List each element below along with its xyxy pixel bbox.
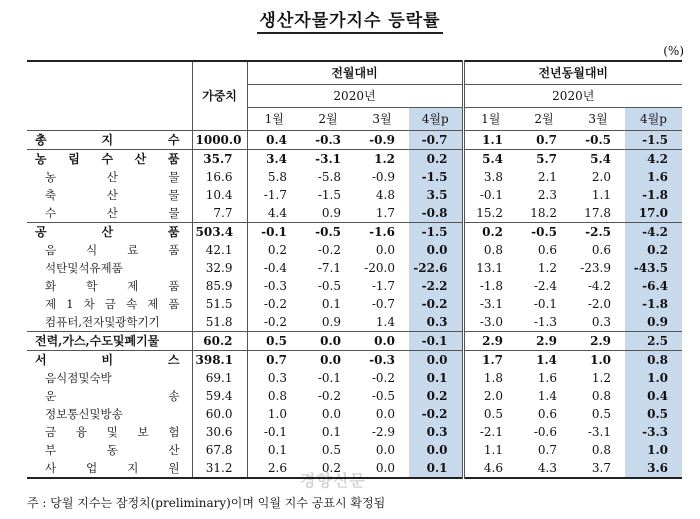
- row-value-yoy: 5.7: [517, 150, 571, 169]
- row-value-mom: -7.1: [317, 260, 341, 275]
- header-month: 3월: [372, 111, 392, 126]
- row-label: 컴퓨터,전자및광학기기: [27, 313, 192, 332]
- row-weight: 60.0: [192, 405, 247, 423]
- row-value-yoy: 0.7: [537, 442, 557, 457]
- row-value-mom: -0.7: [409, 131, 463, 150]
- row-value-mom: 0.0: [321, 406, 341, 421]
- row-value-mom: -0.1: [409, 332, 463, 351]
- row-value-mom: 1.2: [355, 150, 409, 169]
- row-label: 제 1 차 금 속 제 품: [27, 295, 192, 313]
- table-header: [27, 61, 682, 131]
- row-weight: 35.7: [192, 150, 247, 169]
- row-value-mom: -0.2: [263, 314, 287, 329]
- row-value-mom: -0.2: [409, 405, 463, 423]
- row-value-mom: -0.4: [263, 260, 287, 275]
- table-row: [27, 387, 682, 405]
- row-value-yoy: -6.4: [625, 277, 682, 295]
- row-value-yoy: 15.2: [463, 204, 517, 223]
- row-value-mom: 3.5: [409, 186, 463, 204]
- row-value-yoy: -43.5: [625, 259, 682, 277]
- watermark: 경향신문: [300, 471, 366, 490]
- row-value-yoy: 4.2: [625, 150, 682, 169]
- row-value-mom: -0.1: [263, 424, 287, 439]
- row-value-mom: 0.3: [267, 370, 287, 385]
- row-value-mom: 0.1: [321, 424, 341, 439]
- row-value-yoy: 0.3: [591, 314, 611, 329]
- header-month: 4월p: [409, 108, 463, 131]
- row-value-mom: 0.4: [247, 131, 301, 150]
- row-label: 공 산 품: [27, 223, 192, 242]
- row-value-mom: 0.0: [355, 459, 409, 478]
- row-value-mom: 0.0: [409, 441, 463, 459]
- table-row: [27, 332, 682, 351]
- table-row: [27, 168, 682, 186]
- row-value-yoy: 0.5: [625, 405, 682, 423]
- row-label: 수 산 물: [27, 204, 192, 223]
- row-value-yoy: 1.0: [625, 369, 682, 387]
- header-month: 1월: [264, 111, 284, 126]
- row-value-yoy: -1.3: [533, 314, 557, 329]
- row-value-yoy: 2.9: [517, 332, 571, 351]
- row-value-mom: -1.6: [355, 223, 409, 242]
- row-value-yoy: -3.1: [587, 424, 611, 439]
- row-value-mom: -0.2: [263, 296, 287, 311]
- row-value-yoy: 0.9: [625, 313, 682, 332]
- row-value-yoy: -3.1: [463, 295, 517, 313]
- row-value-yoy: 1.2: [591, 370, 611, 385]
- row-value-mom: -1.7: [371, 278, 395, 293]
- row-value-mom: 3.4: [247, 150, 301, 169]
- header-group-mom: 전월대비: [247, 61, 463, 85]
- row-weight: 51.8: [192, 313, 247, 332]
- row-value-mom: -5.8: [317, 169, 341, 184]
- row-value-mom: 0.7: [247, 351, 301, 370]
- row-value-mom: 4.8: [375, 187, 395, 202]
- row-value-yoy: 17.0: [625, 204, 682, 223]
- row-value-yoy: 3.6: [625, 459, 682, 478]
- row-value-yoy: 1.6: [625, 168, 682, 186]
- row-value-yoy: 13.1: [463, 259, 517, 277]
- row-weight: 67.8: [192, 441, 247, 459]
- row-value-mom: -0.3: [355, 351, 409, 370]
- header-year-mom: 2020년: [247, 85, 463, 108]
- row-value-yoy: 2.1: [537, 169, 557, 184]
- row-value-yoy: 1.1: [463, 131, 517, 150]
- row-value-yoy: -1.8: [625, 186, 682, 204]
- row-weight: 503.4: [192, 223, 247, 242]
- row-weight: 85.9: [192, 277, 247, 295]
- row-value-mom: 0.1: [267, 442, 287, 457]
- row-value-mom: 0.0: [301, 332, 355, 351]
- row-value-mom: 0.0: [375, 242, 395, 257]
- row-value-yoy: 0.6: [537, 406, 557, 421]
- row-weight: 10.4: [192, 186, 247, 204]
- row-value-mom: -0.2: [317, 388, 341, 403]
- row-label: 사 업 지 원: [27, 459, 192, 478]
- row-value-yoy: 0.8: [463, 241, 517, 259]
- row-value-yoy: -4.2: [587, 278, 611, 293]
- row-value-yoy: 0.7: [517, 131, 571, 150]
- row-value-mom: 0.5: [321, 442, 341, 457]
- table-row: [27, 351, 682, 370]
- row-value-mom: -0.3: [301, 131, 355, 150]
- row-value-yoy: -0.6: [533, 424, 557, 439]
- row-label: 정보통신및방송: [27, 405, 192, 423]
- table-row: [27, 369, 682, 387]
- table-row: [27, 241, 682, 259]
- row-value-yoy: -3.0: [463, 313, 517, 332]
- row-value-mom: -0.1: [317, 370, 341, 385]
- row-value-yoy: 5.4: [463, 150, 517, 169]
- row-value-yoy: 2.0: [463, 387, 517, 405]
- row-value-yoy: 1.0: [571, 351, 625, 370]
- row-value-yoy: -2.1: [463, 423, 517, 441]
- row-value-yoy: -1.8: [463, 277, 517, 295]
- row-value-yoy: 1.8: [463, 369, 517, 387]
- row-value-mom: 4.4: [267, 205, 287, 220]
- row-value-mom: 0.2: [409, 387, 463, 405]
- row-value-yoy: -2.5: [571, 223, 625, 242]
- row-weight: 16.6: [192, 168, 247, 186]
- row-weight: 51.5: [192, 295, 247, 313]
- row-value-mom: 2.6: [247, 459, 301, 478]
- row-value-yoy: 17.8: [584, 205, 611, 220]
- row-value-mom: -0.5: [371, 388, 395, 403]
- row-value-yoy: 1.6: [537, 370, 557, 385]
- row-value-mom: 1.7: [375, 205, 395, 220]
- row-value-mom: -0.7: [371, 296, 395, 311]
- header-year-yoy: 2020년: [463, 85, 682, 108]
- row-value-yoy: 1.1: [463, 441, 517, 459]
- row-value-mom: 0.0: [409, 241, 463, 259]
- row-value-mom: 0.3: [409, 423, 463, 441]
- row-value-mom: -0.3: [263, 278, 287, 293]
- row-value-yoy: -23.9: [580, 260, 611, 275]
- row-value-yoy: 1.2: [537, 260, 557, 275]
- row-value-mom: 0.1: [409, 369, 463, 387]
- row-value-yoy: 1.1: [591, 187, 611, 202]
- row-value-yoy: -2.4: [533, 278, 557, 293]
- row-value-mom: 0.2: [267, 242, 287, 257]
- table-row: [27, 423, 682, 441]
- row-value-mom: -0.5: [317, 278, 341, 293]
- row-value-mom: 5.8: [267, 169, 287, 184]
- row-value-mom: -1.7: [263, 187, 287, 202]
- row-value-yoy: -3.3: [625, 423, 682, 441]
- row-value-yoy: 1.4: [537, 388, 557, 403]
- table-row: [27, 313, 682, 332]
- row-label: 음 식 료 품: [27, 241, 192, 259]
- row-value-yoy: -0.5: [517, 223, 571, 242]
- row-value-mom: -0.2: [371, 370, 395, 385]
- row-value-mom: 0.0: [375, 406, 395, 421]
- row-label: 전력,가스,수도및폐기물: [27, 332, 192, 351]
- row-value-yoy: 0.5: [591, 406, 611, 421]
- row-label: 부 동 산: [27, 441, 192, 459]
- document-title: 생산자물가지수 등락률: [0, 6, 700, 31]
- row-value-yoy: 3.8: [463, 168, 517, 186]
- footnote: 주 : 당월 지수는 잠정치(preliminary)이며 익월 지수 공표시 확정됨: [27, 496, 386, 510]
- row-value-mom: -0.2: [409, 295, 463, 313]
- row-value-yoy: 0.8: [591, 388, 611, 403]
- header-weight: 가중치: [192, 61, 247, 131]
- row-value-yoy: 2.3: [537, 187, 557, 202]
- table-body: [27, 131, 682, 479]
- row-value-mom: -0.2: [317, 242, 341, 257]
- unit-label: (%): [663, 44, 684, 58]
- table-row: [27, 150, 682, 169]
- row-value-yoy: 1.7: [463, 351, 517, 370]
- row-value-mom: -0.5: [301, 223, 355, 242]
- row-label: 화 학 제 품: [27, 277, 192, 295]
- row-value-mom: 1.0: [267, 406, 287, 421]
- table-row: [27, 186, 682, 204]
- row-label: 축 산 물: [27, 186, 192, 204]
- row-label: 농 산 물: [27, 168, 192, 186]
- row-value-mom: 0.0: [409, 351, 463, 370]
- row-value-yoy: -0.1: [533, 296, 557, 311]
- row-label: 서 비 스: [27, 351, 192, 370]
- table-row: [27, 441, 682, 459]
- row-value-yoy: 0.6: [591, 242, 611, 257]
- table-row: [27, 204, 682, 223]
- row-value-mom: -0.9: [355, 131, 409, 150]
- row-value-yoy: -1.5: [625, 131, 682, 150]
- row-value-mom: -2.2: [409, 277, 463, 295]
- row-value-mom: 0.0: [375, 442, 395, 457]
- table-row: [27, 277, 682, 295]
- row-value-mom: 0.5: [247, 332, 301, 351]
- row-value-yoy: 18.2: [530, 205, 557, 220]
- row-value-yoy: 4.3: [517, 459, 571, 478]
- row-value-mom: -1.5: [317, 187, 341, 202]
- row-label: 농 림 수 산 품: [27, 150, 192, 169]
- row-weight: 69.1: [192, 369, 247, 387]
- row-value-yoy: -1.8: [625, 295, 682, 313]
- row-value-yoy: -0.5: [571, 131, 625, 150]
- row-value-yoy: 0.2: [463, 223, 517, 242]
- row-value-yoy: 5.4: [571, 150, 625, 169]
- row-value-mom: 0.1: [409, 459, 463, 478]
- row-value-mom: 0.0: [355, 332, 409, 351]
- row-value-mom: -0.8: [409, 204, 463, 223]
- row-value-mom: -0.9: [371, 169, 395, 184]
- row-value-yoy: 0.8: [625, 351, 682, 370]
- row-value-yoy: -2.0: [587, 296, 611, 311]
- header-month: 2월: [534, 111, 554, 126]
- table-row: [27, 131, 682, 150]
- row-value-mom: -20.0: [364, 260, 395, 275]
- row-value-yoy: 2.0: [591, 169, 611, 184]
- header-month: 1월: [463, 108, 517, 131]
- row-value-mom: 0.8: [267, 388, 287, 403]
- row-value-yoy: 4.6: [463, 459, 517, 478]
- table-row: [27, 259, 682, 277]
- table-row: [27, 223, 682, 242]
- row-value-yoy: 0.4: [625, 387, 682, 405]
- row-weight: 59.4: [192, 387, 247, 405]
- table-row: [27, 295, 682, 313]
- row-label: 음식점및숙박: [27, 369, 192, 387]
- row-value-mom: -3.1: [301, 150, 355, 169]
- row-value-yoy: 1.4: [517, 351, 571, 370]
- row-weight: 30.6: [192, 423, 247, 441]
- row-value-mom: 0.3: [409, 313, 463, 332]
- row-value-yoy: 2.5: [625, 332, 682, 351]
- row-value-mom: 0.1: [321, 296, 341, 311]
- row-value-mom: 0.9: [321, 205, 341, 220]
- row-label: 금 융 및 보 험: [27, 423, 192, 441]
- header-blank: [27, 61, 192, 131]
- row-weight: 32.9: [192, 259, 247, 277]
- row-value-mom: -1.5: [409, 168, 463, 186]
- row-value-mom: -22.6: [409, 259, 463, 277]
- row-weight: 42.1: [192, 241, 247, 259]
- row-value-yoy: 1.0: [625, 441, 682, 459]
- ppi-table: [27, 60, 682, 479]
- row-weight: 1000.0: [192, 131, 247, 150]
- row-value-yoy: 0.2: [625, 241, 682, 259]
- row-value-yoy: 0.8: [591, 442, 611, 457]
- header-month: 2월: [318, 111, 338, 126]
- row-value-mom: 1.4: [375, 314, 395, 329]
- table-row: [27, 405, 682, 423]
- row-label: 석탄및석유제품: [27, 259, 192, 277]
- row-value-yoy: 2.9: [571, 332, 625, 351]
- row-value-mom: 0.2: [409, 150, 463, 169]
- row-weight: 60.2: [192, 332, 247, 351]
- row-value-yoy: 0.6: [537, 242, 557, 257]
- row-weight: 398.1: [192, 351, 247, 370]
- row-value-mom: -1.5: [409, 223, 463, 242]
- row-value-mom: 0.0: [301, 351, 355, 370]
- header-group-yoy: 전년동월대비: [463, 61, 682, 85]
- row-value-yoy: 0.5: [463, 405, 517, 423]
- row-weight: 7.7: [192, 204, 247, 223]
- row-value-yoy: -4.2: [625, 223, 682, 242]
- row-value-yoy: 3.7: [571, 459, 625, 478]
- row-label: 총 지 수: [27, 131, 192, 150]
- row-weight: 31.2: [192, 459, 247, 478]
- row-value-mom: 0.9: [321, 314, 341, 329]
- row-value-mom: -2.9: [371, 424, 395, 439]
- row-value-mom: 0.2: [301, 459, 355, 478]
- row-value-yoy: 2.9: [463, 332, 517, 351]
- row-label: 운 송: [27, 387, 192, 405]
- header-month: 4월p: [625, 108, 682, 131]
- row-value-mom: -0.1: [247, 223, 301, 242]
- row-value-yoy: -0.1: [463, 186, 517, 204]
- header-month: 3월: [588, 111, 608, 126]
